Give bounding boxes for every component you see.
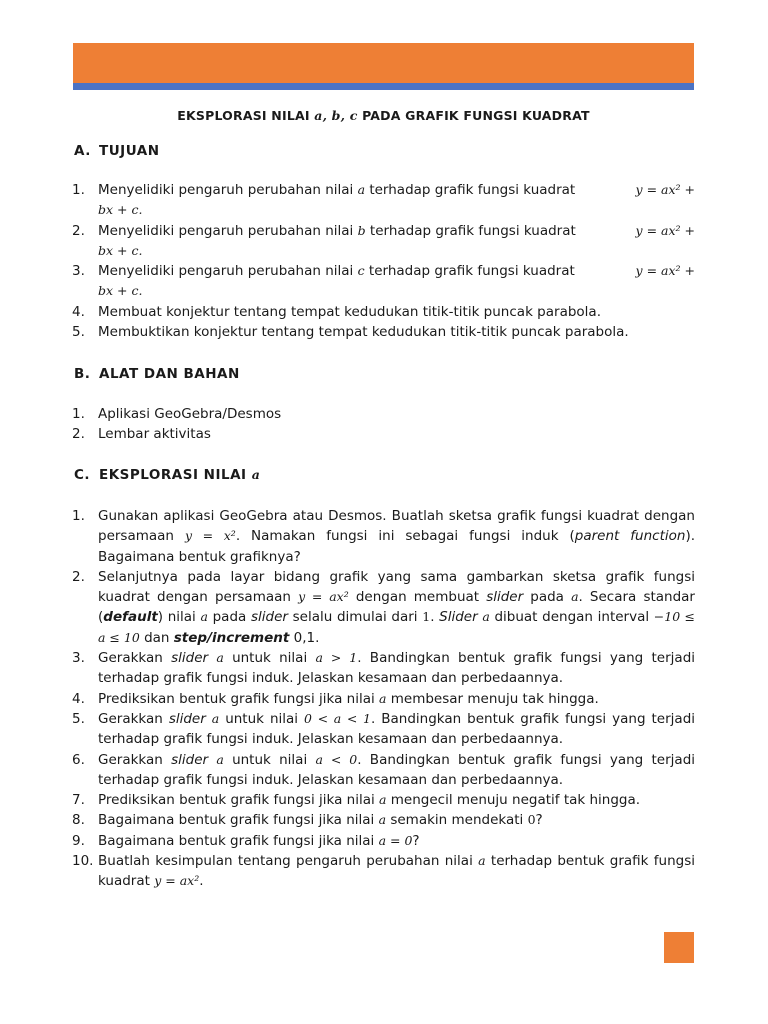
header-orange-bar [73, 43, 694, 83]
list-item: 1. Aplikasi GeoGebra/Desmos [72, 406, 282, 422]
list-item: 8. Bagaimana bentuk grafik fungsi jika nilai a semakin mendekati 0? [72, 812, 543, 829]
list-item: 2. Lembar aktivitas [72, 426, 211, 443]
list-item: 3. Gerakkan slider a untuk nilai a > 1. Bandingkan bentuk grafik fungsi yang terjadi terhadap grafik fungsi induk. Jelaskan kesamaan dan perbedaannya. [72, 650, 696, 687]
list-item: 9. Bagaimana bentuk grafik fungsi jika nilai a = 0? [72, 832, 420, 849]
list-item: 10. Buatlah kesimpulan tentang pengaruh perubahan nilai a terhadap bentuk grafik fungsi kuadrat y = ax². [72, 853, 695, 890]
list-item: 4. Prediksikan bentuk grafik fungsi jika nilai a membesar menuju tak hingga. [72, 690, 599, 707]
list-item: 4. Membuat konjektur tentang tempat kedudukan titik-titik puncak parabola. [72, 303, 601, 320]
list-item: 5. Gerakkan slider a untuk nilai 0 < a < 1. Bandingkan bentuk grafik fungsi yang terjadi terhadap grafik fungsi induk. Jelaskan kesamaan dan perbedaannya. [72, 710, 696, 748]
tujuan-list [0, 180, 768, 342]
list-item: 2. Selanjutnya pada layar bidang grafik yang sama gambarkan sketsa grafik fungsi kuadrat dengan persamaan y = ax² dengan membuat slider pada a. Secara standar (default) nilai a pada slider selalu dimulai dari 1. Slider a dibuat dengan interval −10 ≤ a ≤ 10 dan step/increment 0,1. [72, 568, 695, 646]
document-title: EKSPLORASI NILAI a, b, c PADA GRAFIK FUNGSI KUADRAT [177, 108, 590, 123]
section-heading-eksplorasi: C. EKSPLORASI NILAI a [74, 467, 261, 483]
list-item: 2. Menyelidiki pengaruh perubahan nilai b terhadap grafik fungsi kuadrat y = ax² + bx + c. [72, 222, 695, 258]
list-item: 1. Menyelidiki pengaruh perubahan nilai a terhadap grafik fungsi kuadrat y = ax² + bx + c. [72, 182, 695, 218]
list-item: 5. Membuktikan konjektur tentang tempat kedudukan titik-titik puncak parabola. [72, 324, 629, 341]
header-blue-line [73, 83, 694, 90]
alat-list [0, 404, 768, 445]
eksplorasi-list [0, 506, 768, 892]
list-item: 7. Prediksikan bentuk grafik fungsi jika nilai a mengecil menuju negatif tak hingga. [72, 792, 641, 809]
list-item: 6. Gerakkan slider a untuk nilai a < 0. Bandingkan bentuk grafik fungsi yang terjadi terhadap grafik fungsi induk. Jelaskan kesamaan dan perbedaannya. [72, 751, 696, 788]
section-heading-alat-bahan: B. ALAT DAN BAHAN [74, 366, 240, 382]
section-heading-tujuan: A. TUJUAN [74, 143, 160, 159]
list-item: 1. Gunakan aplikasi GeoGebra atau Desmos. Buatlah sketsa grafik fungsi kuadrat dengan persamaan y = x². Namakan fungsi ini sebagai fungsi induk (parent function). Bagaimana bentuk grafiknya? [72, 508, 695, 565]
list-item: 3. Menyelidiki pengaruh perubahan nilai c terhadap grafik fungsi kuadrat y = ax² + bx + c. [72, 263, 695, 299]
page-corner-box [664, 932, 694, 963]
